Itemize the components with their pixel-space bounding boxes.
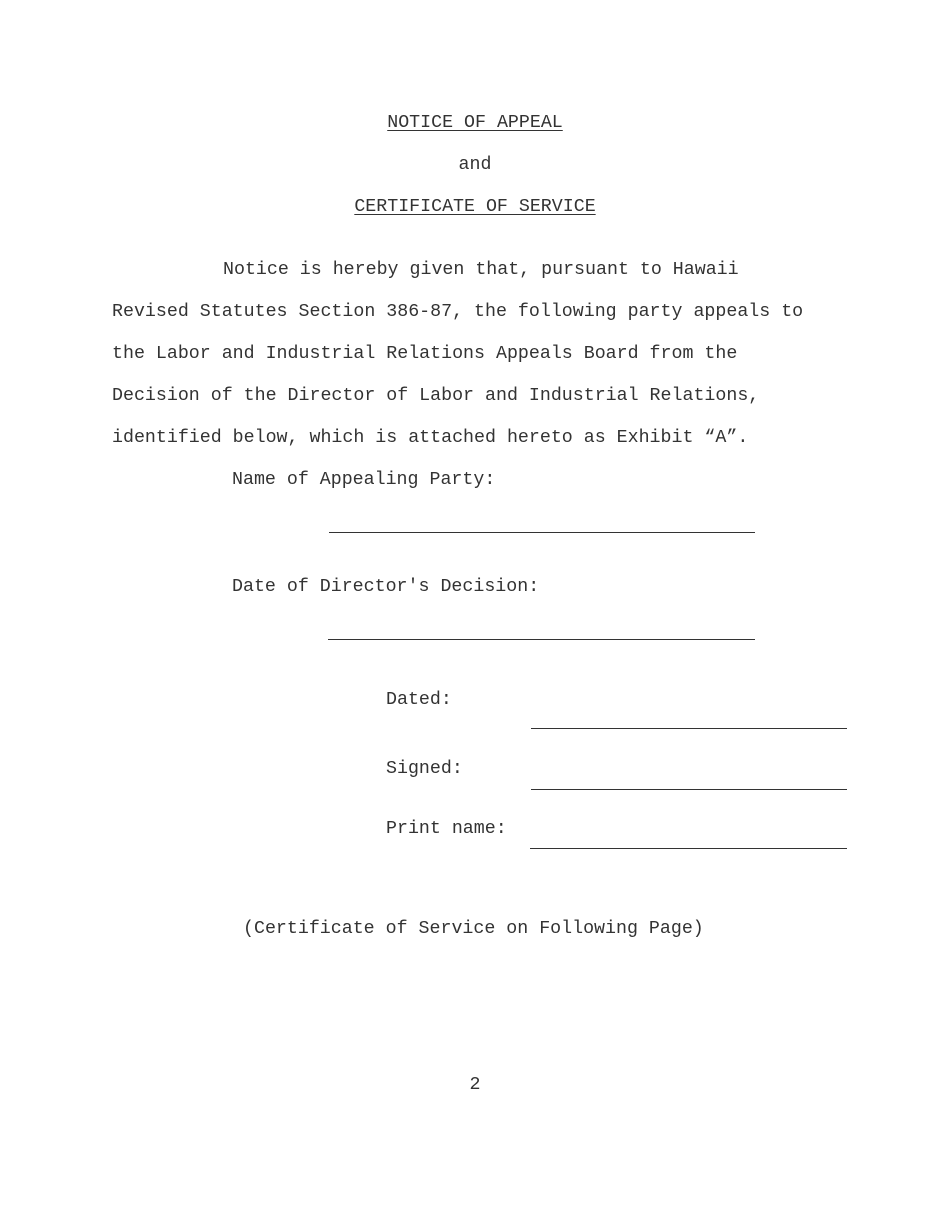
appealing-party-field[interactable]	[329, 532, 755, 533]
title-conjunction: and	[458, 155, 492, 175]
paragraph-line: Revised Statutes Section 386-87, the following party appeals to	[112, 302, 804, 322]
paragraph-line: identified below, which is attached hereto as Exhibit “A”.	[112, 428, 749, 448]
decision-date-label: Date of Director's Decision:	[232, 577, 540, 597]
signed-field[interactable]	[531, 789, 847, 790]
footer-note: (Certificate of Service on Following Page)	[243, 919, 704, 939]
appealing-party-label: Name of Appealing Party:	[232, 470, 496, 490]
document-title: NOTICE OF APPEAL	[387, 113, 563, 133]
print-name-label: Print name:	[386, 819, 507, 839]
paragraph-line: the Labor and Industrial Relations Appeals Board from the	[112, 344, 738, 364]
paragraph-line: Notice is hereby given that, pursuant to Hawaii	[223, 260, 739, 280]
decision-date-field[interactable]	[328, 639, 755, 640]
signed-label: Signed:	[386, 759, 463, 779]
dated-field[interactable]	[531, 728, 847, 729]
print-name-field[interactable]	[530, 848, 847, 849]
dated-label: Dated:	[386, 690, 452, 710]
page-number: 2	[469, 1075, 481, 1095]
paragraph-line: Decision of the Director of Labor and Industrial Relations,	[112, 386, 760, 406]
document-subtitle: CERTIFICATE OF SERVICE	[354, 197, 596, 217]
